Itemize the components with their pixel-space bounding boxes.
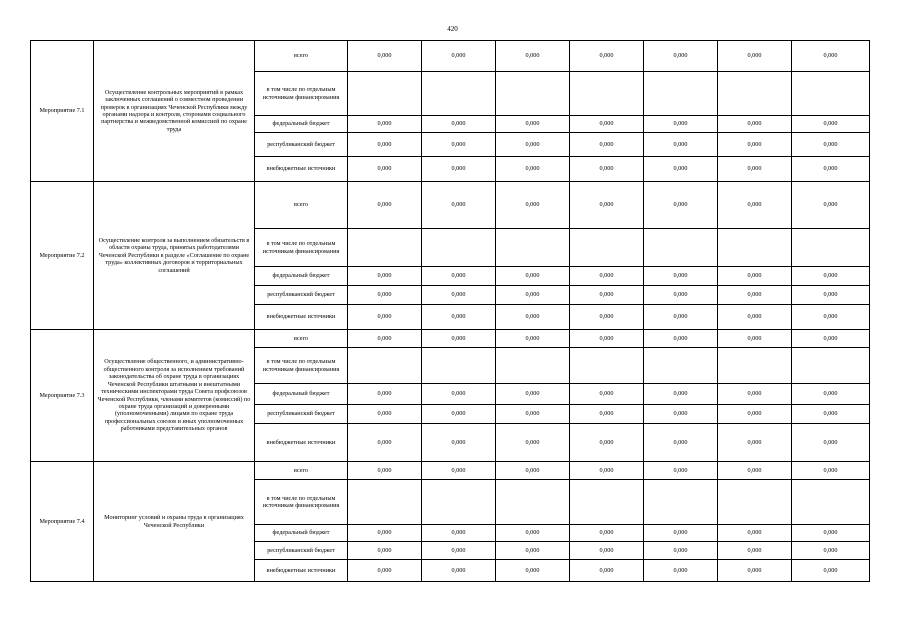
value-cell: 0,000 xyxy=(348,286,422,305)
value-cell xyxy=(422,229,496,267)
value-cell: 0,000 xyxy=(644,542,718,560)
value-cell: 0,000 xyxy=(792,560,870,582)
value-cell: 0,000 xyxy=(348,133,422,157)
funding-source-label: внебюджетные источники xyxy=(255,157,348,182)
value-cell xyxy=(644,229,718,267)
value-cell: 0,000 xyxy=(496,525,570,542)
value-cell: 0,000 xyxy=(718,384,792,405)
value-cell: 0,000 xyxy=(792,330,870,348)
value-cell: 0,000 xyxy=(348,330,422,348)
value-cell: 0,000 xyxy=(348,305,422,330)
funding-source-label: в том числе по отдельным источникам финансирования xyxy=(255,229,348,267)
value-cell xyxy=(570,348,644,384)
value-cell xyxy=(570,229,644,267)
value-cell: 0,000 xyxy=(570,267,644,286)
value-cell: 0,000 xyxy=(718,560,792,582)
value-cell: 0,000 xyxy=(792,286,870,305)
value-cell: 0,000 xyxy=(792,405,870,424)
value-cell: 0,000 xyxy=(422,330,496,348)
value-cell: 0,000 xyxy=(496,182,570,229)
value-cell: 0,000 xyxy=(348,424,422,462)
value-cell xyxy=(644,72,718,116)
value-cell xyxy=(718,480,792,525)
value-cell: 0,000 xyxy=(496,462,570,480)
value-cell: 0,000 xyxy=(348,267,422,286)
value-cell: 0,000 xyxy=(348,384,422,405)
value-cell: 0,000 xyxy=(718,525,792,542)
value-cell: 0,000 xyxy=(792,116,870,133)
value-cell: 0,000 xyxy=(496,305,570,330)
value-cell: 0,000 xyxy=(348,560,422,582)
value-cell: 0,000 xyxy=(570,405,644,424)
table-row xyxy=(31,462,870,480)
funding-table xyxy=(30,40,870,582)
value-cell xyxy=(496,480,570,525)
value-cell: 0,000 xyxy=(792,384,870,405)
value-cell: 0,000 xyxy=(422,305,496,330)
value-cell: 0,000 xyxy=(348,405,422,424)
value-cell: 0,000 xyxy=(718,305,792,330)
funding-source-label: в том числе по отдельным источникам финансирования xyxy=(255,480,348,525)
value-cell xyxy=(348,348,422,384)
event-description: Осуществление контрольных мероприятий в рамках заключенных соглашений о совместном проведении проверок в организациях Чеченской Республики между органами надзора и контроля, сторонами социального партнерства и межведомственной комиссией по охране труда xyxy=(94,41,255,182)
value-cell: 0,000 xyxy=(718,405,792,424)
value-cell: 0,000 xyxy=(422,116,496,133)
funding-source-label: республиканский бюджет xyxy=(255,133,348,157)
value-cell: 0,000 xyxy=(422,462,496,480)
value-cell: 0,000 xyxy=(644,525,718,542)
value-cell: 0,000 xyxy=(496,424,570,462)
value-cell: 0,000 xyxy=(570,157,644,182)
value-cell: 0,000 xyxy=(792,133,870,157)
value-cell xyxy=(496,348,570,384)
value-cell: 0,000 xyxy=(348,157,422,182)
value-cell: 0,000 xyxy=(644,286,718,305)
value-cell: 0,000 xyxy=(496,384,570,405)
value-cell: 0,000 xyxy=(422,133,496,157)
funding-source-label: в том числе по отдельным источникам финансирования xyxy=(255,72,348,116)
value-cell: 0,000 xyxy=(792,267,870,286)
value-cell: 0,000 xyxy=(718,41,792,72)
value-cell: 0,000 xyxy=(644,384,718,405)
value-cell: 0,000 xyxy=(348,525,422,542)
value-cell: 0,000 xyxy=(570,286,644,305)
value-cell: 0,000 xyxy=(570,384,644,405)
funding-source-label: в том числе по отдельным источникам финансирования xyxy=(255,348,348,384)
value-cell: 0,000 xyxy=(718,116,792,133)
value-cell: 0,000 xyxy=(644,157,718,182)
value-cell xyxy=(348,480,422,525)
funding-source-label: республиканский бюджет xyxy=(255,542,348,560)
value-cell: 0,000 xyxy=(644,424,718,462)
value-cell: 0,000 xyxy=(422,542,496,560)
value-cell: 0,000 xyxy=(644,116,718,133)
value-cell: 0,000 xyxy=(570,542,644,560)
event-description: Осуществление контроля за выполнением обязательств в области охраны труда, принятых работодателями Чеченской Республики в разделе «Соглашение по охране труда» коллективных договоров и территориальных соглашений xyxy=(94,182,255,330)
event-description: Мониторинг условий и охраны труда в организациях Чеченской Республики xyxy=(94,462,255,582)
value-cell: 0,000 xyxy=(348,182,422,229)
value-cell: 0,000 xyxy=(718,286,792,305)
value-cell: 0,000 xyxy=(644,41,718,72)
value-cell: 0,000 xyxy=(570,305,644,330)
value-cell: 0,000 xyxy=(718,267,792,286)
funding-source-label: внебюджетные источники xyxy=(255,424,348,462)
event-label: Мероприятие 7.4 xyxy=(31,462,94,582)
value-cell: 0,000 xyxy=(422,424,496,462)
value-cell xyxy=(792,229,870,267)
value-cell xyxy=(792,480,870,525)
value-cell: 0,000 xyxy=(718,542,792,560)
value-cell xyxy=(570,480,644,525)
funding-source-label: федеральный бюджет xyxy=(255,525,348,542)
value-cell: 0,000 xyxy=(422,405,496,424)
value-cell: 0,000 xyxy=(422,182,496,229)
value-cell: 0,000 xyxy=(644,462,718,480)
value-cell xyxy=(718,72,792,116)
value-cell: 0,000 xyxy=(570,330,644,348)
value-cell: 0,000 xyxy=(348,542,422,560)
value-cell: 0,000 xyxy=(792,182,870,229)
value-cell: 0,000 xyxy=(422,286,496,305)
value-cell: 0,000 xyxy=(422,384,496,405)
value-cell: 0,000 xyxy=(718,462,792,480)
value-cell: 0,000 xyxy=(792,462,870,480)
value-cell xyxy=(570,72,644,116)
funding-source-label: федеральный бюджет xyxy=(255,116,348,133)
event-label: Мероприятие 7.1 xyxy=(31,41,94,182)
funding-source-label: республиканский бюджет xyxy=(255,405,348,424)
funding-source-label: внебюджетные источники xyxy=(255,305,348,330)
value-cell xyxy=(422,480,496,525)
value-cell: 0,000 xyxy=(496,286,570,305)
value-cell: 0,000 xyxy=(496,330,570,348)
value-cell xyxy=(422,72,496,116)
funding-source-label: федеральный бюджет xyxy=(255,384,348,405)
value-cell: 0,000 xyxy=(570,133,644,157)
value-cell xyxy=(348,229,422,267)
value-cell xyxy=(792,348,870,384)
value-cell: 0,000 xyxy=(422,41,496,72)
value-cell: 0,000 xyxy=(570,462,644,480)
value-cell: 0,000 xyxy=(718,133,792,157)
value-cell: 0,000 xyxy=(644,133,718,157)
value-cell: 0,000 xyxy=(570,424,644,462)
value-cell xyxy=(792,72,870,116)
value-cell: 0,000 xyxy=(792,41,870,72)
value-cell: 0,000 xyxy=(422,560,496,582)
value-cell: 0,000 xyxy=(718,330,792,348)
funding-source-label: всего xyxy=(255,462,348,480)
value-cell xyxy=(496,72,570,116)
value-cell: 0,000 xyxy=(496,157,570,182)
value-cell: 0,000 xyxy=(570,41,644,72)
funding-source-label: внебюджетные источники xyxy=(255,560,348,582)
value-cell: 0,000 xyxy=(792,157,870,182)
page-number: 420 xyxy=(447,25,458,33)
value-cell: 0,000 xyxy=(792,305,870,330)
value-cell: 0,000 xyxy=(792,424,870,462)
value-cell: 0,000 xyxy=(496,133,570,157)
value-cell: 0,000 xyxy=(422,525,496,542)
value-cell: 0,000 xyxy=(496,405,570,424)
value-cell: 0,000 xyxy=(718,424,792,462)
value-cell: 0,000 xyxy=(570,560,644,582)
value-cell: 0,000 xyxy=(792,525,870,542)
value-cell: 0,000 xyxy=(570,116,644,133)
table-row xyxy=(31,330,870,348)
value-cell: 0,000 xyxy=(570,182,644,229)
value-cell: 0,000 xyxy=(644,305,718,330)
value-cell: 0,000 xyxy=(496,41,570,72)
value-cell xyxy=(348,72,422,116)
funding-source-label: всего xyxy=(255,41,348,72)
value-cell xyxy=(718,348,792,384)
value-cell: 0,000 xyxy=(644,405,718,424)
event-label: Мероприятие 7.3 xyxy=(31,330,94,462)
value-cell xyxy=(496,229,570,267)
value-cell xyxy=(644,348,718,384)
value-cell: 0,000 xyxy=(644,182,718,229)
funding-source-label: республиканский бюджет xyxy=(255,286,348,305)
value-cell: 0,000 xyxy=(496,560,570,582)
table-row xyxy=(31,182,870,229)
event-description: Осуществление общественного, и административно-общественного контроля за исполнением требований законодательства об охране труда в организациях Чеченской Республики штатными и внештатными техническими инспекторами труда Совета профсоюзов Чеченской Республики, членами комитетов (комиссий) по охране труда организаций и доверенными (уполномоченными) лицами по охране труда профессиональных союзов и иных уполномоченных работниками представительных органов xyxy=(94,330,255,462)
value-cell: 0,000 xyxy=(644,330,718,348)
value-cell: 0,000 xyxy=(348,462,422,480)
value-cell: 0,000 xyxy=(718,157,792,182)
funding-source-label: всего xyxy=(255,182,348,229)
value-cell xyxy=(422,348,496,384)
value-cell: 0,000 xyxy=(644,267,718,286)
value-cell xyxy=(644,480,718,525)
value-cell: 0,000 xyxy=(496,267,570,286)
event-label: Мероприятие 7.2 xyxy=(31,182,94,330)
value-cell: 0,000 xyxy=(570,525,644,542)
value-cell: 0,000 xyxy=(496,116,570,133)
funding-source-label: федеральный бюджет xyxy=(255,267,348,286)
value-cell: 0,000 xyxy=(792,542,870,560)
table-row xyxy=(31,41,870,72)
value-cell: 0,000 xyxy=(496,542,570,560)
value-cell: 0,000 xyxy=(422,267,496,286)
value-cell: 0,000 xyxy=(718,182,792,229)
value-cell xyxy=(718,229,792,267)
funding-source-label: всего xyxy=(255,330,348,348)
value-cell: 0,000 xyxy=(644,560,718,582)
value-cell: 0,000 xyxy=(348,41,422,72)
value-cell: 0,000 xyxy=(348,116,422,133)
value-cell: 0,000 xyxy=(422,157,496,182)
